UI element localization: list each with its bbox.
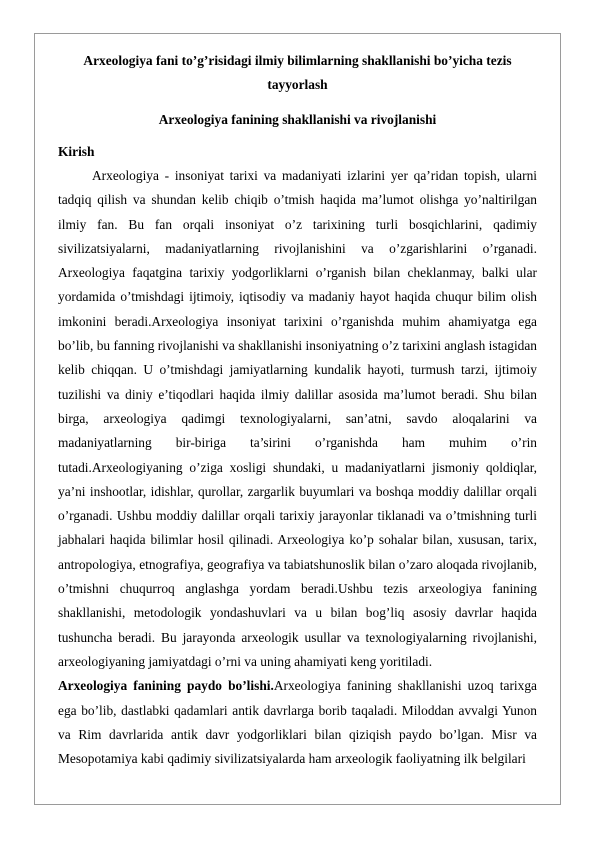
intro-paragraph: Arxeologiya - insoniyat tarixi va madaniyati izlarini yer qa’ridan topish, ularni tadqiq qilish va shundan kelib chiqib o’tmish haqida ma’lumot olishga yo’naltirilgan ilmiy fan. Bu fan orqali insoniyat o’z tarixining turli bosqichlarini, qadimiy sivilizatsiyalarni, madaniyatlarning rivojlanishini va o’zgarishlarini o’rganadi. Arxeologiya faqatgina tarixiy yodgorliklarni o’rganish bilan cheklanmay, balki ular yordamida o’tmishdagi ijtimoiy, iqtisodiy va madaniy hayot haqida chuqur bilim olish imkonini beradi.Arxeologiya insoniyat tarixini o’rganishda muhim ahamiyatga ega bo’lib, bu fanning rivojlanishi va shakllanishi insoniyatning o’z tarixini anglash istagidan kelib chiqqan. U o’tmishdagi jamiyatlarning kundalik hayoti, turmush tarzi, ijtimoiy tuzilishi va diniy e’tiqodlari haqida ilmiy dalillar asosida ma’lumot beradi. Shu bilan birga, arxeologiya qadimgi texnologiyalarni, san’atni, savdo aloqalarini va madaniyatlarning bir-biriga ta’sirini o’rganishda ham muhim o’rin tutadi.Arxeologiyaning o’ziga xosligi shundaki, u madaniyatlarni jismoniy qoldiqlar, ya’ni inshootlar, idishlar, qurollar, zargarlik buyumlari va boshqa moddiy dalillar orqali o’rganadi. Ushbu moddiy dalillar orqali tarixiy jarayonlar tiklanadi va o’tmishning turli jabhalari haqida bilimlar hosil qilinadi. Arxeologiya ko’p sohalar bilan, xususan, tarix, antropologiya, etnografiya, geografiya va tabiatshunoslik bilan o’zaro aloqada rivojlanib, o’tmishni chuqurroq anglashga yordam beradi.Ushbu tezis arxeologiya fanining shakllanishi, metodologik yondashuvlari va u bilan bog’liq asosiy davrlar haqida tushuncha beradi. Bu jarayonda arxeologik usullar va texnologiyalarning rivojlanishi, arxeologiyaning jamiyatdagi o’rni va uning ahamiyati keng yoritiladi. bbox=[58, 168, 537, 669]
document-body bbox=[58, 49, 537, 771]
document-title: Arxeologiya fani to’g’risidagi ilmiy bilimlarning shakllanishi bo’yicha tezis tayyorlash bbox=[83, 53, 512, 92]
intro-heading: Kirish bbox=[58, 144, 95, 159]
document-subtitle: Arxeologiya fanining shakllanishi va rivojlanishi bbox=[158, 112, 437, 127]
origin-paragraph bbox=[58, 674, 537, 771]
origin-text: Arxeologiya fanining shakllanishi uzoq tarixga ega bo’lib, dastlabki qadamlari antik davrlarga borib taqaladi. Miloddan avvalgi Yunon va Rim davrlarida antik davr yodgorliklari bilan qiziqish paydo bo’lgan. Misr va Mesopotamiya kabi qadimiy sivilizatsiyalarda ham arxeologik faoliyatning ilk belgilari bbox=[58, 678, 537, 767]
origin-heading: Arxeologiya fanining paydo bo’lishi. bbox=[58, 678, 274, 694]
